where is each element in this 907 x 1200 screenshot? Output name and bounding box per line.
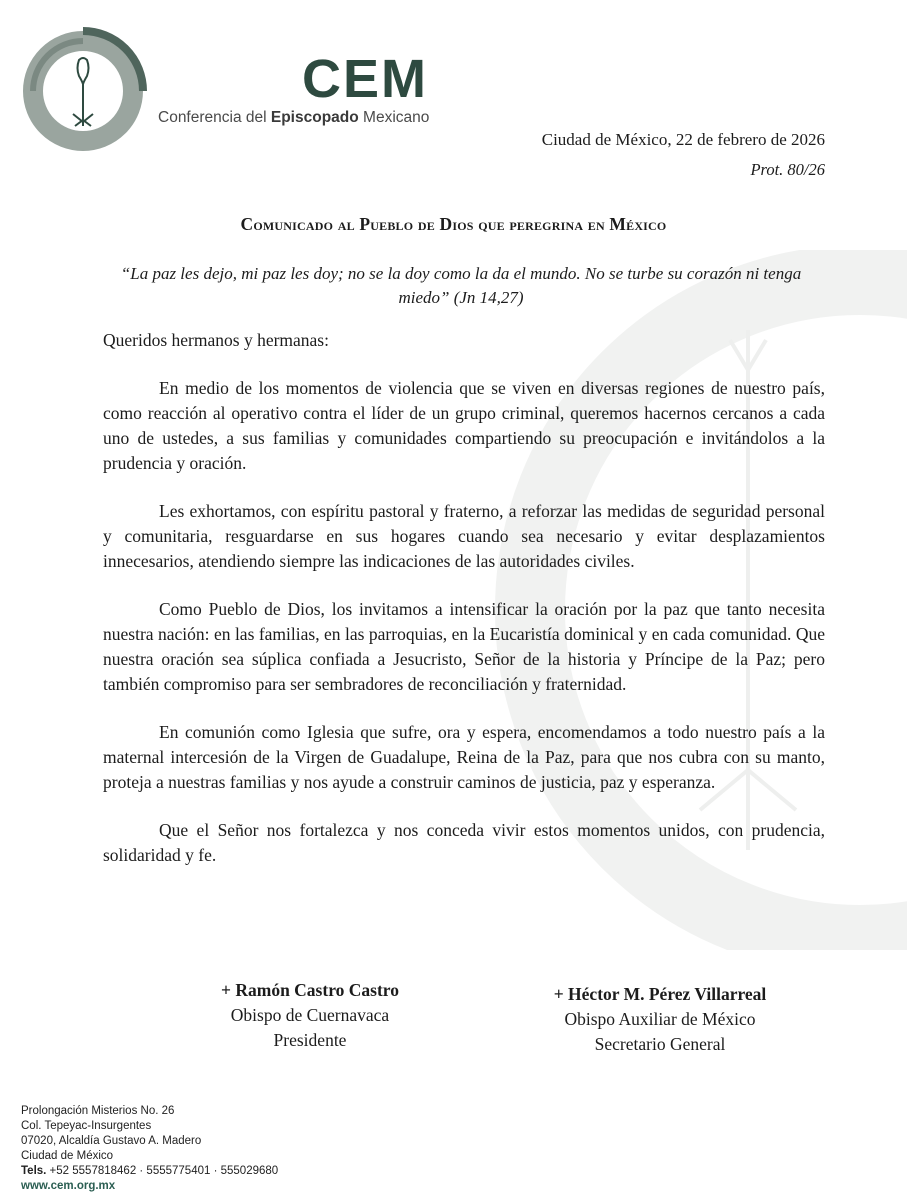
- brand-name-part: Conferencia del: [158, 109, 271, 126]
- paragraph: Que el Señor nos fortalezca y nos conceda vivir estos momentos unidos, con prudencia, solidaridad y fe.: [103, 820, 825, 865]
- letter-body: [103, 328, 825, 891]
- date-line: Ciudad de México, 22 de febrero de 2026: [541, 130, 825, 149]
- signatory-name: + Héctor M. Pérez Villarreal: [553, 984, 767, 1004]
- address-line: 07020, Alcaldía Gustavo A. Madero: [21, 1135, 202, 1147]
- website-link[interactable]: www.cem.org.mx: [21, 1180, 116, 1192]
- cem-logo-icon: [18, 26, 148, 156]
- phone-label: Tels.: [21, 1165, 47, 1177]
- signatory-name: + Ramón Castro Castro: [221, 980, 399, 1000]
- signatory-role: Obispo de Cuernavaca: [230, 1005, 390, 1025]
- brand-full-name: [158, 109, 429, 127]
- brand-acronym: CEM: [302, 49, 428, 109]
- brand-name-bold: Episcopado: [270, 109, 359, 126]
- protocol-number: Prot. 80/26: [750, 160, 825, 179]
- signatory-role: Obispo Auxiliar de México: [564, 1009, 756, 1029]
- brand-name-part: Mexicano: [358, 109, 430, 126]
- footer-contact: [21, 1104, 278, 1194]
- signatory-title: Secretario General: [594, 1034, 726, 1054]
- paragraph: Como Pueblo de Dios, los invitamos a intensificar la oración por la paz que tanto necesita nuestra nación: en las familias, en las parroquias, en la Eucaristía dominical y en cada comunidad. Que nuestra oración sea súplica confiada a Jesucristo, Señor de la historia y Príncipe de la Paz; pero también compromiso para ser sembradores de reconciliación y fraternidad.: [103, 599, 825, 694]
- document-title: Comunicado al Pueblo de Dios que peregrina en México: [240, 214, 667, 234]
- address-line: Prolongación Misterios No. 26: [21, 1105, 175, 1117]
- address-line: Ciudad de México: [21, 1150, 114, 1162]
- signature-block-president: [180, 978, 440, 1053]
- epigraph-quote: “La paz les dejo, mi paz les doy; no se la doy como la da el mundo. No se turbe su corazón ni tenga miedo” (Jn 14,27): [120, 264, 802, 307]
- paragraph: En comunión como Iglesia que sufre, ora y espera, encomendamos a todo nuestro país a la maternal intercesión de la Virgen de Guadalupe, Reina de la Paz, para que nos cubra con su manto, proteja a nuestras familias y nos ayude a construir caminos de justicia, paz y esperanza.: [103, 722, 825, 792]
- paragraph: Les exhortamos, con espíritu pastoral y fraterno, a reforzar las medidas de seguridad personal y comunitaria, resguardarse en sus hogares cuando sea necesario y evitar desplazamientos innecesarios, atendiendo siempre las indicaciones de las autoridades civiles.: [103, 501, 825, 571]
- paragraph: En medio de los momentos de violencia que se viven en diversas regiones de nuestro país, como reacción al operativo contra el líder de un grupo criminal, queremos hacernos cercanos a cada uno de ustedes, a sus familias y comunidades compartiendo su preocupación e invitándolos a la prudencia y oración.: [103, 378, 825, 473]
- phone-line: [21, 1164, 278, 1179]
- address-line: Col. Tepeyac-Insurgentes: [21, 1120, 152, 1132]
- salutation: Queridos hermanos y hermanas:: [103, 330, 329, 350]
- phone-numbers: +52 5557818462 · 5555775401 · 555029680: [46, 1165, 279, 1177]
- signatory-title: Presidente: [273, 1030, 347, 1050]
- signature-block-secretary: [510, 982, 810, 1057]
